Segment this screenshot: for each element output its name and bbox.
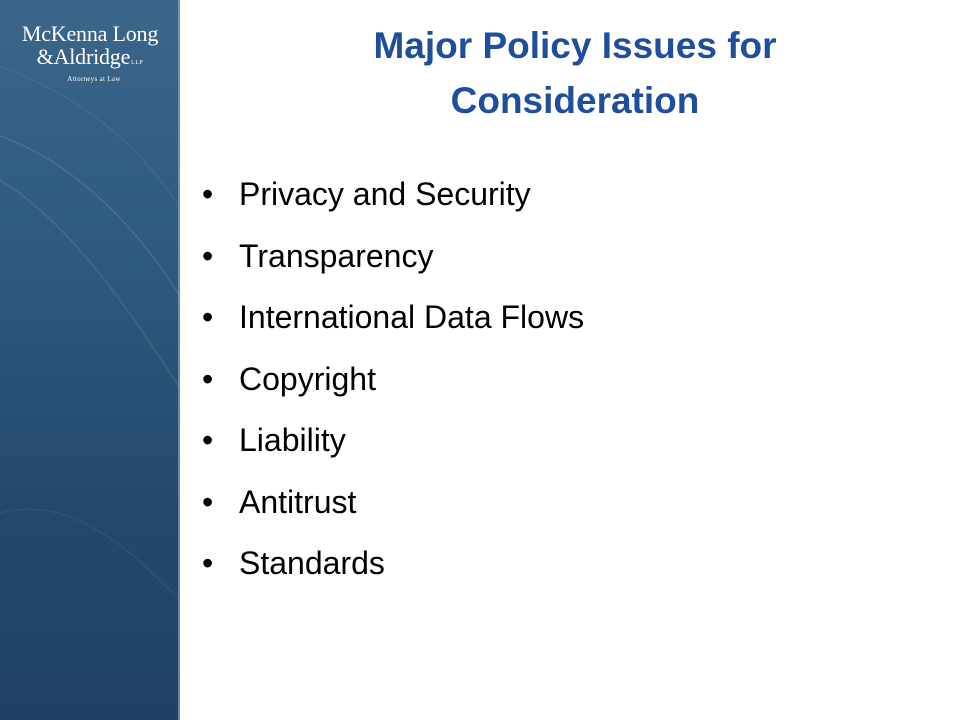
- sidebar-edge-divider: [178, 0, 180, 720]
- bullet-dot-icon: •: [202, 299, 214, 335]
- firm-logo: [0, 22, 180, 84]
- bullet-text: Transparency: [239, 237, 434, 274]
- bullet-dot-icon: •: [202, 360, 214, 397]
- logo-line1: McKenna Long: [21, 21, 159, 46]
- logo-line2-text: &Aldridge: [36, 44, 131, 69]
- bullet-text: Copyright: [239, 360, 376, 397]
- bullet-text: Standards: [239, 545, 385, 581]
- bullet-dot-icon: •: [202, 422, 214, 458]
- bullet-dot-icon: •: [202, 176, 214, 212]
- logo-line2: [0, 46, 180, 74]
- slide-title: Major Policy Issues for Consideration: [373, 25, 777, 121]
- bullet-text: Liability: [239, 422, 346, 458]
- sidebar-panel: [0, 0, 180, 720]
- bullet-text: Antitrust: [239, 483, 357, 520]
- sidebar-curves-decoration: [0, 0, 180, 720]
- logo-llp: LLP: [131, 60, 144, 66]
- bullet-dot-icon: •: [202, 545, 214, 581]
- bullet-text: International Data Flows: [239, 299, 585, 335]
- logo-tagline: Attorneys at Law: [67, 75, 121, 83]
- bullet-text: Privacy and Security: [239, 176, 531, 212]
- bullet-dot-icon: •: [202, 483, 214, 520]
- bullet-dot-icon: •: [202, 237, 214, 274]
